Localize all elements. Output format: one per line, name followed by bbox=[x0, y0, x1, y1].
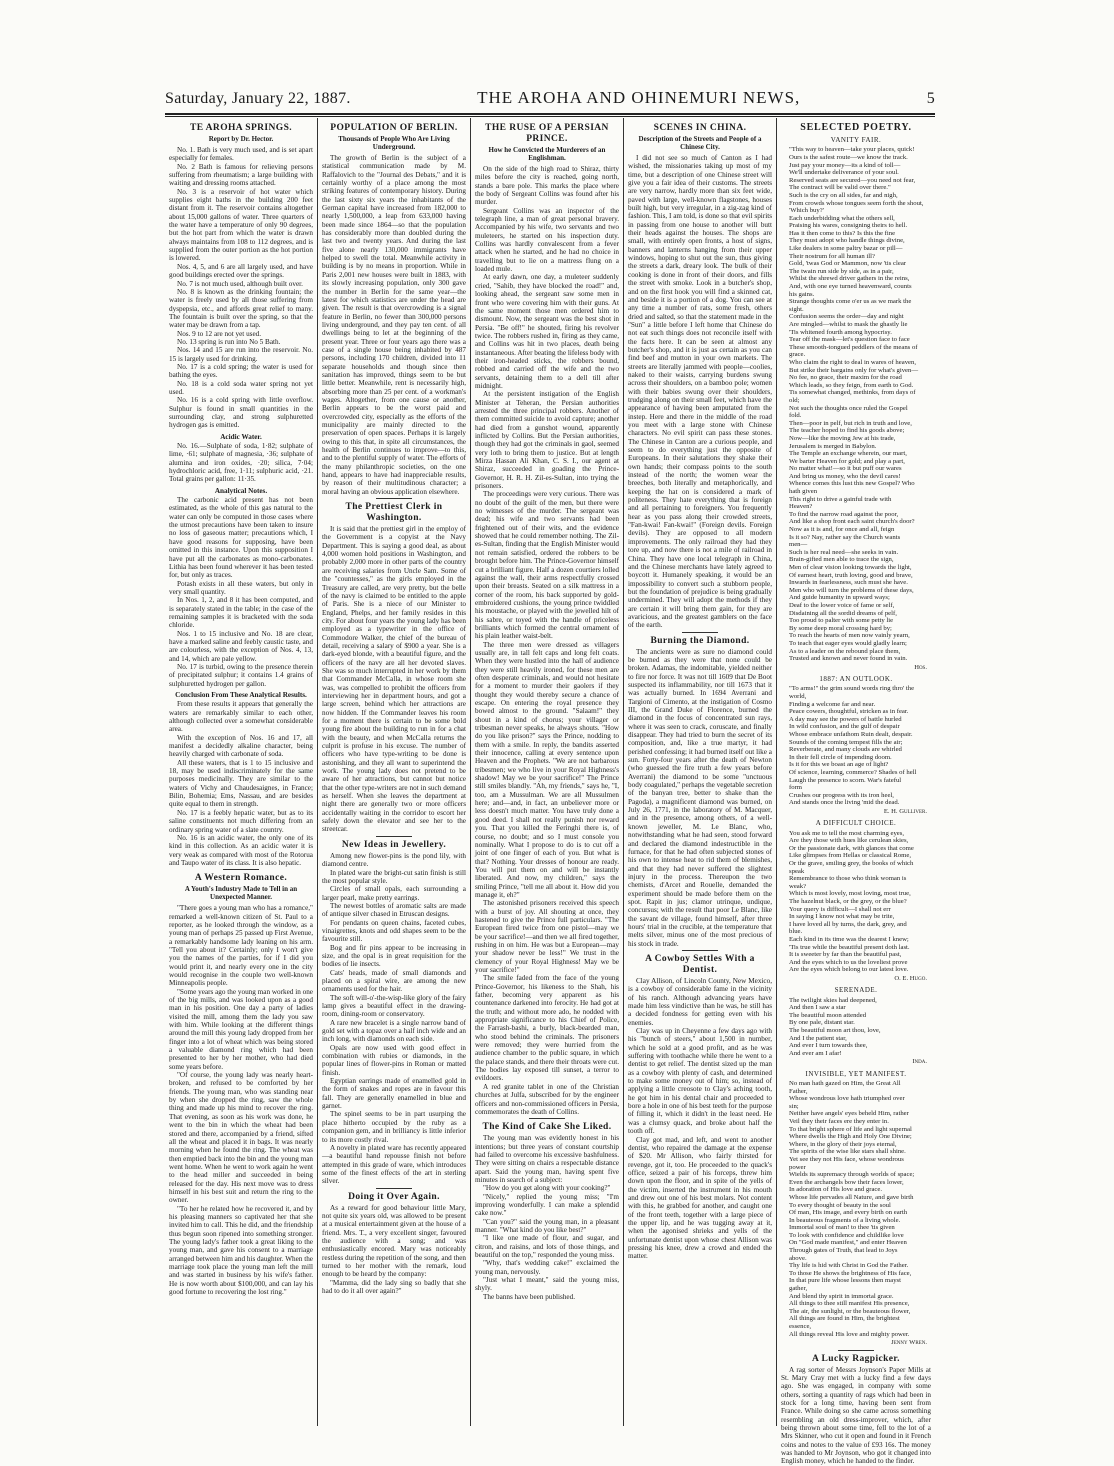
paragraph: No. 13 spring is run into No 5 Bath. bbox=[177, 337, 281, 346]
poem-line: Father, bbox=[789, 1087, 808, 1095]
paragraph: For pendants on queen chains, faceted cubes, vinaigrettes, knots and odd shapes seem to be the favourite still. bbox=[322, 918, 466, 944]
poem-line: his gains. bbox=[789, 290, 815, 298]
poem-line: We barter Heaven for gold; and play a part, bbox=[789, 457, 905, 465]
poem-line: Then—poor in pelf, but rich in truth and love, bbox=[789, 419, 912, 427]
poem-line: Laugh the presence to scorn. War's fateful bbox=[789, 776, 902, 784]
paragraph: I did not see so much of Canton as I had wished, the missionaries taking up most of my time, but a description of one Chinese street will give you a fair idea of their customs. The streets are very narrow, hardly more than six feet wide, paved with large, well-known flagstones, houses built high, but very irregular, in a zig-zag kind of fashion. This, I am told, is done so that evil spirits in passing from one house to another will butt their heads against the houses. The shops are small, with entirely open fronts, a host of signs, banners and lanterns hanging from their upper windows, hoping to shut out the sun, thus giving the streets a dark, dreary look. The bulk of their cooking is done in front of their doors, and fills the street with smoke. Look in a butcher's shop, and on the first hook you will find a skinned cat, and beside it is a portion of a dog. You can see at any time a number of rats, some fresh, others dried and salted, so that the statement made in the "Sun" a little before I left home that Chinese do not eat such things does not reconcile itself with the facts here. It can be seen at almost any butcher's shop, and it is just as certain as you can find beef and mutton in your own markets. The streets are literally jammed with people—coolies, naked to their waists, carrying burdens swung across their shoulders, on a bamboo pole; women with their babies swung over their shoulders, trudging along on their small feet, which have the appearance of having been amputated from the instep. Here and there in the middle of the road you meet with a large stone with Chinese characters. No evil spirit can pass these stones. The Chinese in Canton are a curious people, and seem to do everything just the opposite of Europeans. In their salutations they shake their own hands; their compass points to the south instead of the north; the women wear the breeches, both literally and metaphorically, and keeping the hat on is considered a mark of politeness. They hate everything that is foreign and all pertaining to foreigners. You frequently hear as you pass along their crowded streets, "Fan-kwai! Fan-kwai!" (Foreign devils. Foreign devils). They are opposed to all modern improvements. The only railroad they had they tore up, and now there is not a mile of railroad in China. They have one local telegraph in China, and the Chinese merchants have lately agreed to boycott it. Humanely speaking, it would be an impossibility to convert such a stubborn people, but the foundation of prejudice is being gradually undermined. They will adopt the methods if they are certain it will bring them gain, for they are avaricious, and the greatest gamblers on the face of the earth. bbox=[628, 154, 772, 630]
poem-line: Ours is the safest route—we know the track. bbox=[789, 153, 908, 161]
article-divider bbox=[682, 950, 718, 951]
paragraph: Clay got mad, and left, and went to another dentist, who repaired the damage at the expense of $20. Mr Allison, who fairly thirsted for revenge, got it, too. He proceeded to the quack's office, seized a pair of his forceps, threw him down upon the floor, and in spite of the yells of the victim, inserted the instrument in his mouth and drew out one of his best molars. Not content with this, he grabbed for another, and caught one of the front teeth, together with a large piece of the upper lip, and he was tugging away at it, when the agonised shrieks and yells of the unfortunate dentist upon whose chest Allison was pressing his knee, drew a crowd and ended the matter. bbox=[628, 1135, 772, 1261]
poem-line: On "God made manifest," and enter Heaven bbox=[789, 1239, 907, 1247]
paragraph: No. 17 is a cold spring; the water is used for bathing the eyes. bbox=[169, 362, 313, 380]
poem-line: To every thought of beauty in the soul bbox=[789, 1201, 891, 1209]
paragraph: "Nicely," replied the young miss; "I'm improving wonderfully. I can make a splendid cake now." bbox=[475, 1192, 619, 1218]
paragraph: No. 1. Bath is very much used, and is set apart especially for females. bbox=[169, 146, 313, 163]
poem-line: gather, bbox=[789, 1285, 808, 1293]
poem-line: In saying I know not what may be trite, bbox=[789, 913, 895, 921]
poem-line: 'Which buy?' bbox=[789, 207, 824, 215]
section-heading: Acidic Water. bbox=[220, 432, 262, 441]
paragraph: "How do you get along with your cooking?" bbox=[483, 1184, 611, 1193]
poem-line: above. bbox=[789, 1254, 807, 1262]
paragraph: Opals are now used with good effect in combination with rubies or diamonds, in the popular lines of flower-pins in Roman or matted finish. bbox=[322, 1043, 466, 1077]
poem-line: power bbox=[789, 1163, 806, 1171]
poem-author: E. H. Gulliver. bbox=[883, 807, 927, 815]
poem-line: The teacher hoped to find his goods above; bbox=[789, 427, 905, 435]
poem-line: Immortal soul of man! to thee 'tis given bbox=[789, 1224, 895, 1232]
article-title: The Prettiest Clerk in Washington. bbox=[345, 502, 443, 524]
poem-line: This right to drive a gainful trade with bbox=[789, 495, 892, 503]
poem bbox=[789, 997, 931, 1058]
poem-line: In adoration of His love and grace. bbox=[789, 1186, 883, 1194]
poem-line: Of science, learning, commerce? Shades of hell bbox=[789, 768, 917, 776]
paragraph: A rare new bracelet is a single narrow band of gold set with a topaz over a half inch wide and an inch long, with diamonds on each side. bbox=[322, 1018, 466, 1044]
poem-line: The hazelnut black, or the grey, or the blue? bbox=[789, 897, 907, 905]
newspaper-title: THE AROHA AND OHINEMURI NEWS, bbox=[477, 88, 801, 107]
poem-line: The beautiful moon art thou, love, bbox=[789, 1026, 881, 1034]
article-title: The Kind of Cake She Liked. bbox=[482, 1122, 612, 1133]
poem-line: The contract will be valid over there." bbox=[789, 184, 891, 192]
poem-line: And stands once the living 'mid the dead. bbox=[789, 799, 900, 807]
poem-line: Such is the cry on all sides, far and nigh, bbox=[789, 191, 898, 199]
paragraph: Nos. 14 and 15 are run into the reservoir. No. 15 is largely used for drinking. bbox=[169, 346, 313, 363]
poem-line: Such is her real need—she seeks in vain. bbox=[789, 548, 899, 556]
poem-title: SERENADE. bbox=[834, 986, 878, 995]
poem-line: Whose embrace unfathom Ruin dealt, despair. bbox=[789, 730, 913, 738]
poem-line: Like dealers in some paltry bazar or pill— bbox=[789, 245, 903, 253]
poem-line: To those He shows the brightness of His face, bbox=[789, 1269, 912, 1277]
paragraph: No. 16 is a cold spring with little overflow. Sulphur is found in small quantities in the surrounding clay, and strong sulphuretted hydrogen gas is emitted. bbox=[169, 396, 313, 430]
paragraph: The newest bottles of aromatic salts are made of antique silver chased in Etruscan designs. bbox=[322, 901, 466, 919]
paragraph: Potash exists in all these waters, but only in very small quantity. bbox=[169, 579, 313, 596]
paragraph: Cats' heads, made of small diamonds and placed on a spiral wire, are among the new ornaments used for the hair. bbox=[322, 968, 466, 994]
paragraph: A red granite tablet in one of the Christian churches at Julfa, subscribed for by the engineer officers and non-commissioned officers in Persia, commemorates the death of Collins. bbox=[475, 1082, 619, 1116]
article-title: TE AROHA SPRINGS. bbox=[189, 123, 293, 133]
poem-line: And ever am I afar! bbox=[789, 1049, 842, 1057]
poem-line: fold. bbox=[789, 412, 802, 420]
poem-line: Remembrance to those who think woman is bbox=[789, 875, 907, 883]
paragraph: "Some years ago the young man worked in one of the big mills, and was looked upon as a good man in his position. One day a party of ladies visited the mill, among them the lady you saw with him. While looking at the different things around the mill this young lady dropped from her finger into a lot of wheat which was being stored a valuable diamond ring which had been presented to her by her mother, who had died some years before. bbox=[169, 987, 313, 1071]
poem-line: The air, the sunlight, or the beauteous flower, bbox=[789, 1307, 911, 1315]
poem-line: Tear off the mask—let's question face to face bbox=[789, 336, 910, 344]
poem-line: Which leads, so they feign, from earth to God. bbox=[789, 381, 914, 389]
paragraph: A novelty in plated ware has recently appeared—a beautiful hand repousse finish not before attempted in this grade of ware, which introduces some of the finest effects of the art in sterling silver. bbox=[322, 1143, 466, 1186]
article-title: A Western Romance. bbox=[194, 873, 288, 884]
poem-line: In wild confusion, and the gulf of despair bbox=[789, 723, 900, 731]
poem-line: All things are found in Him, the brightest bbox=[789, 1315, 900, 1323]
poem-line: The twilight skies had deepened, bbox=[789, 996, 877, 1004]
poem-line: "This way to heaven—take your places, quick! bbox=[789, 146, 915, 154]
section-heading: Analytical Notes. bbox=[214, 486, 268, 495]
article-divider bbox=[529, 1118, 565, 1119]
poem-line: Brain-gifted men able to trace the sign, bbox=[789, 556, 894, 564]
poem-author: Jenny Wren. bbox=[891, 1339, 927, 1347]
poem-line: sin; bbox=[789, 1102, 799, 1110]
poem-title: VANITY FAIR. bbox=[830, 136, 882, 144]
poem-line: Of man, His image, and every birth on earth bbox=[789, 1209, 908, 1217]
poem-line: Jerusalem is merged in Babylon. bbox=[789, 442, 877, 450]
poem-line: Has it then come to this? Is this the fine bbox=[789, 229, 896, 237]
paragraph: Nos. 9 to 12 are not yet used. bbox=[177, 329, 262, 338]
poem-line: Whilst the shrewd driver gathers in the reins, bbox=[789, 275, 910, 283]
paragraph: The three men were dressed as villagers usually are, in tall felt caps and long felt coats. When they were hustled into the hall of audience they were still heavily ironed, for these men are often desperate criminals, and would not hesitate for a moment to murder their gaolers if they thought they would thereby secure a chance of escape. On entering the royal presence they bowed almost to the ground. "Salaam!" they shout in a kind of chorus; your villager or tribesman never speaks, he always shouts. "How do you like prison?" says the Prince, nodding to them with a smile. In reply, the bandits asserted their innocence, calling at every sentence upon Heaven and the Prophets. "We are not barbarous tribesmen; we who live in your Royal Highness's shadow! May we be your sacrifice!" The Prince still smiles blandly. "Ah, my friends," says he, "I, too, am a Mussulman. We are all Mussulmen here; and—and, in fact, an unbeliever more or less doesn't much matter. You have truly done a good deed. I shall not really punish nor reward you. That you killed the Feringhi there is, of course, no doubt; and so I must console you nominally. What I propose to do is to cut off a joint of one finger of each of you. But what is that? Nothing. Your dresses of honour are ready. You will put them on and will be instantly liberated. And now, my children," says the smiling Prince, "tell me all about it. How did you manage it, eh?" bbox=[475, 640, 619, 899]
article-subtitle: Thousands of People Who Are Living Underground. bbox=[338, 135, 450, 151]
paragraph: The growth of Berlin is the subject of a statistical communication made by M. Raffalovich to the "Journal des Debats," and it is certainly worthy of a place among the most striking features of contemporary history. During the last sixty six years the inhabitants of the German capital have increased from 182,000 to nearly 1,500,000, a leap from 633,000 having been made since 1864—so that the population has considerably more than doubled during the last two and twenty years. And during the last five alone nearly 130,000 immigrants have helped to swell the total. Meanwhile activity in building is by no means in proportion. While in Paris 2,001 new houses were built in 1883, with its slowly increasing population, only 300 gave the number in Berlin for the same year—the latest for which statistics are under the head are given. The result is that overcrowding is a signal feature in Berlin, no fewer than 300,000 persons living underground, and they pay ten cent. of all dwellings being to let at the beginning of the present year. Three or four years ago there was a case of a single house being inhabited by 487 persons, including 170 children, divided into 11 separate households and though since then sanitation has improved, things seem to be but little better. Meanwhile, rent is necessarily high, absorbing more than 25 per cent. of a workman's wages. Altogether, from one cause or another, Berlin appears to be the worst paid and overcrowded city, especially as the efforts of the municipality are mainly directed to the preservation of open spaces. Perhaps it is largely owing to this that, in spite all circumstances, the health of Berlin continues to improve—to this, and to the plentiful supply of water. The efforts of the many philanthropic societies, on the one hand, appears to have had inappreciable results, by reason of their multitudinous character; a moral having an obvious application elsewhere. bbox=[322, 154, 466, 496]
poem-line: Just pay your money—its a kind of toll— bbox=[789, 161, 901, 169]
paragraph: No. 8 is known as the drinking fountain; the water is freely used by all those suffering from dyspepsia, etc., and affords great relief to many. The fountain is built over the spring, so that the water may be drawn from a tap. bbox=[169, 287, 313, 330]
poem-line: Each kind in its time was the dearest I knew; bbox=[789, 935, 909, 943]
poem-line: sight. bbox=[789, 305, 804, 313]
poem-line: And like a shop front each saint church's door? bbox=[789, 518, 915, 526]
poem-line: To teach that eager eyes would gladly learn; bbox=[789, 639, 907, 647]
poem-line: To that bright sphere of life and light supernal bbox=[789, 1125, 912, 1133]
poem bbox=[789, 830, 931, 974]
paragraph: The proceedings were very curious. There was no doubt of the guilt of the men, but there were no witnesses of the murder. The sergeant was dead; his wife and two servants had been frightened out of their wits, and the evidence showed that he could remember nothing. The Zil-es-Sultan, finding that the English Minister would not remain satisfied, ordered the robbers to be brought before him. The Prince-Governor himself cut a brilliant figure. Half a dozen courtiers lolled against the wall, their arms respectfully crossed upon their breasts. Seated on a silk mattress in a corner of the room, his back supported by gold-embroidered cushions, the young prince twiddled his moustache, or played with the jewelled hilt of his sabre, or toyed with the handle of priceless brilliants which formed the central ornament of his plain leather waist-belt. bbox=[475, 490, 619, 641]
poem bbox=[789, 146, 931, 662]
poem-line: Tis somewhat changed, methinks, from days of bbox=[789, 389, 916, 397]
paragraph: On the side of the high road to Shiraz, thirty miles before the city is reached, going north, stands a bare pole. This marks the place where the body of Sergeant Collins was found after his murder. bbox=[475, 165, 619, 207]
poem-author: Hos. bbox=[914, 663, 927, 671]
poem-line: Is it for this we boast an age of light? bbox=[789, 761, 889, 769]
paragraph: With the exception of Nos. 16 and 17, all manifest a decidedly alkaline character, being heavily charged with carbonate of soda. bbox=[169, 733, 313, 759]
paragraph: Clay was up in Cheyenne a few days ago with his "bunch of steers," about 1,500 in number, which he sold at a good profit, and as he was suffering with toothache while there he went to a dentist to get relief. The dentist sized up the man as a cowboy with plenty of cash, and determined to make some money out of him; so, instead of applying a little creosote to Clay's aching tooth, he got him in his dental chair and proceeded to bore a hole in one of his best teeth for the purpose of filling it, which it didn't in the least need. He was a clumsy quack, and broke about half the tooth off. bbox=[628, 1027, 772, 1136]
paragraph: No. 18 is a cold soda water spring not yet used. bbox=[169, 379, 313, 396]
poem-line: men— bbox=[789, 541, 808, 549]
column-3 bbox=[471, 118, 624, 1426]
poem-line: But strike their bargains only for what's given— bbox=[789, 366, 919, 374]
poem-line: Like glimpses from Hellas or classical Rome, bbox=[789, 852, 912, 860]
poem-line: To reach the hearts of men now vainly yearn, bbox=[789, 632, 910, 640]
article-title: A Cowboy Settles With a Dentist. bbox=[645, 953, 755, 975]
paragraph: "I like one made of flour, and sugar, and citron, and raisins, and lots of those things, and beautiful on the top," responded the young miss. bbox=[475, 1234, 619, 1259]
poem-line: Now—like the moving Jew at his trade, bbox=[789, 434, 896, 442]
paragraph: The smile faded from the face of the young Prince-Governor, his likeness to the Shah, his father, becoming very apparent as his countenance darkened into ferocity. He had got at the truth; and without more ado, he nodded with appropriate significance to his Chief of Police, the Farrash-bashi, a burly, black-bearded man, who stood behind the criminals. The prisoners were removed; they were hurried from the audience chamber to the public square, in which the palace stands, and there their throats were cut. The bodies lay exposed till sunset, a terror to evildoers. bbox=[475, 974, 619, 1083]
poem-line: 'Tis whitened fourth among hypocrisy. bbox=[789, 328, 892, 336]
poem-line: A day may see the powers of battle hurled bbox=[789, 715, 902, 723]
paragraph: No. 17 is a feebly hepatic water, but as to its saline constituents not much differing from an ordinary spring water of a slate country. bbox=[169, 808, 313, 834]
poem-line: weak? bbox=[789, 882, 807, 890]
poem-line: And the eyes which to us the loveliest prove bbox=[789, 958, 908, 966]
poem-line: By one pale, distant star. bbox=[789, 1019, 855, 1027]
page-header bbox=[165, 88, 935, 110]
paragraph: Among new flower-pins is the pond lily, with diamond centre. bbox=[322, 851, 466, 869]
poem-line: Disdaining all the sordid dreams of pelf, bbox=[789, 609, 897, 617]
paragraph: The soft will-o'-the-wisp-like glory of the fairy lamp gives a beautiful effect in the drawing-room, dining-room or conservatory. bbox=[322, 993, 466, 1019]
poem-title: 1887: AN OUTLOOK. bbox=[819, 675, 893, 684]
poem-line: Strange thoughts come o'er us as we mark the bbox=[789, 298, 912, 306]
poem-line: Where, in the glory of their joys eternal, bbox=[789, 1140, 897, 1148]
article-subtitle: Description of the Streets and People of a Chinese City. bbox=[638, 135, 762, 151]
paragraph: Bog and fir pins appear to be increasing in size, and the opal is in great requisition for the bodies of lie insects. bbox=[322, 943, 466, 969]
paragraph: The astonished prisoners received this speech with a burst of joy. All shouting at once, they hastened to give the Prince full particulars. "The European fired twice from one pistol—may we be your sacrifice!—and then we all fired together, rushing in on him. He was but a European—may your shadow never be less!" We trust in the clemency of your Royal Highness! May we be your sacrifice!" bbox=[475, 899, 619, 974]
poem-line: Not such the thoughts once ruled the Gospel bbox=[789, 404, 908, 412]
poem-line: In that pure life whose lessons then mayst bbox=[789, 1277, 901, 1285]
paragraph: At the persistent instigation of the English Minister at Teheran, the Persian authorities arrested the three principal robbers. Another of them committed suicide to avoid capture; another had died from a gunshot wound, apparently inflicted by Collins. But the Persian authorities, though they had got the criminals in gaol, seemed very loth to bring them to justice. But at length Mirza Hassan Ali Khan, C. S. I., our agent at Shiraz, succeeded in goading the Prince-Governor, H. R. H. Zil-es-Sultan, into trying the prisoners. bbox=[475, 390, 619, 491]
poem-line: And then I saw a star bbox=[789, 1004, 846, 1012]
poem-line: The spirits of the wise like stars shall shine. bbox=[789, 1148, 906, 1156]
article-title: THE RUSE OF A PERSIAN PRINCE. bbox=[485, 123, 609, 144]
paragraph: In plated ware the bright-cut satin finish is still the most popular style. bbox=[322, 868, 466, 885]
poem-line: In their fell circle of impending doom. bbox=[789, 753, 892, 761]
poem-line: The beautiful moon attended bbox=[789, 1011, 867, 1019]
paragraph: "To her he related how he recovered it, and by his pleasing manners so captivated her that she invited him to call. This he did, and the friendship thus begun soon ripened into something stronger. The young lady's father took a great liking to the young man, and gave his consent to a marriage arranged between him and his daughter. When the marriage took place the young man left the mill and was started in business by his wife's father. He is now worth about $100,000, and can lay his good fortune to recovering the lost ring." bbox=[169, 1204, 313, 1297]
poem-author: Inda. bbox=[912, 1058, 927, 1066]
poem-line: Gold, 'twas God or Mammon, now 'tis clear bbox=[789, 260, 907, 268]
section-heading: Conclusion From These Analytical Results. bbox=[175, 691, 307, 699]
poem-line: Praising his wares, consigning theirs to hell. bbox=[789, 222, 908, 230]
article-divider bbox=[376, 836, 412, 837]
poem-line: Are they those with hues like cerulean skies, bbox=[789, 837, 909, 845]
poem-line: These smooth-tongued peddlers of the means of bbox=[789, 343, 918, 351]
poem-line: Sounds of the coming tempest fills the air; bbox=[789, 738, 903, 746]
article-divider bbox=[376, 1188, 412, 1189]
article-title: A Lucky Ragpicker. bbox=[812, 1353, 900, 1364]
poem-title: INVISIBLE, YET MANIFEST. bbox=[805, 1069, 907, 1078]
poem-line: Finding a welcome far and near. bbox=[789, 700, 876, 708]
poem-line: Deaf to the lower voice of fame or self, bbox=[789, 601, 895, 609]
paragraph: No. 16 is an acidic water, the only one of its kind in this collection. As an acidic water it is very weak as compared with most of the Rotorua and Taupo water of its class. It is also hepatic. bbox=[169, 833, 313, 867]
poem-line: The Temple an exchange wherein, our mart, bbox=[789, 450, 907, 458]
poem-line: grace. bbox=[789, 351, 806, 359]
poem-line: speak bbox=[789, 867, 805, 875]
poem-line: Wields its supremacy through worlds of space; bbox=[789, 1171, 915, 1179]
poem-line: Too proud to palter with some petty lie bbox=[789, 617, 894, 625]
article-divider bbox=[682, 632, 718, 633]
column-5 bbox=[777, 118, 935, 1466]
paragraph: A rag sorter of Messrs Joynson's Paper Mills at St. Mary Cray met with a lucky find a few days ago. She was engaged, in company with some others, sorting a quantity of rags which had been in stock for a long time, having been sent from France. While doing so she came across something resembling an old dress-improver, which, after being thrown about some time, fell to the lot of a Mrs Skinner, who cut it open and found in it French coins and notes to the value of £93 16s. The money was handed to Mr Joynson, who got it changed into English money, which he handed to the finder. bbox=[781, 1365, 931, 1466]
article-subtitle: Report by Dr. Hector. bbox=[208, 135, 274, 143]
poem-line: Are mingled—whilst to mask the ghastly lie bbox=[789, 321, 908, 328]
paragraph: All these waters, that is 1 to 15 inclusive and 18, may be used indiscriminately for the same purposes medicinally. They are similar to the waters of Vichy and Chaudesaignes, in France; Bilin, Bohemia; Ems, Nassau, and are besides quite equal to them in strength. bbox=[169, 758, 313, 809]
poem-line: Heaven? bbox=[789, 503, 813, 511]
paragraph: Sergeant Collins was an inspector of the telegraph line, a man of great personal bravery. Accompanied by his wife, two servants and two muleteers, he started on his inspection duty. Collins was hardly convalescent from a fever attack when he started, and he had no choice in travelling but to lie on a mattress flung on a loaded mule. bbox=[475, 206, 619, 274]
poem-line: They must adopt who handle things divine, bbox=[789, 237, 905, 245]
header-rule bbox=[165, 113, 935, 117]
poem-line: Now as it is and, for once and all, feign bbox=[789, 526, 895, 534]
poem-line: 'Tis true while the beautiful present doth last. bbox=[789, 943, 910, 951]
poem-line: As to a leader on the rebound place them, bbox=[789, 647, 901, 655]
article-subtitle: How he Convicted the Murderers of an Englishman. bbox=[488, 146, 606, 162]
poem-line: essence, bbox=[789, 1323, 812, 1330]
poem-line: hath given bbox=[789, 488, 818, 496]
poem-line: Whose wondrous love hath triumphed over bbox=[789, 1095, 905, 1103]
issue-date: Saturday, January 22, 1887. bbox=[165, 90, 351, 107]
paragraph: "Just what I meant," said the young miss, shyly. bbox=[475, 1276, 619, 1293]
poem-line: From crowds whose tongues seem forth the shout, bbox=[789, 199, 924, 207]
poem-line: Trusted and known and never found in vain. bbox=[789, 655, 908, 663]
poem-line: No matter what!—so it but puff our wares bbox=[789, 465, 902, 473]
poem-line: And, with one eye turned heavenward, counts bbox=[789, 283, 912, 291]
paragraph: From these results it appears that generally the waters are remarkably similar to each other, although collected over a somewhat considerable area. bbox=[169, 700, 313, 734]
poem-line: The twain run side by side, as in a pair, bbox=[789, 267, 894, 275]
page-number: 5 bbox=[926, 90, 935, 107]
poem-line: Your query is difficult—I shall not err bbox=[789, 905, 891, 913]
poem-line: You ask me to tell the most charming eyes, bbox=[789, 829, 905, 837]
poem-line: No man hath gazed on Him, the Great All bbox=[789, 1080, 901, 1087]
article-divider bbox=[838, 1350, 874, 1351]
poem-line: And guide humanity in upward ways; bbox=[789, 594, 890, 602]
poem-line: Crushes our progress with its iron heel, bbox=[789, 791, 894, 799]
paragraph: As a reward for good behaviour little Mary, not quite six years old, was allowed to be present at a musical entertainment given at the house of a friend. Mrs. T., a very excellent singer, favoured the audience with a song; and was enthusiastically encored. Mary was noticeably restless during the repetition of the song, and then turned to her mother with the remark, loud enough to be heard by the company: bbox=[322, 1203, 466, 1279]
poem-line: Thy life is hid with Christ in God the Father. bbox=[789, 1262, 909, 1270]
paragraph: In Nos. 1, 2, and 8 it has been computed, and is separately stated in the table; in the case of the remaining samples it is bracketed with the soda chloride. bbox=[169, 596, 313, 630]
column-4 bbox=[624, 118, 777, 1426]
poem-line: Of earnest heart, truth loving, good and brave, bbox=[789, 571, 913, 579]
poem-line: All things reveal His love and mighty power. bbox=[789, 1330, 910, 1338]
poem-line: By some deep moral crossing hard by; bbox=[789, 624, 892, 632]
poem-line: Yet see they not His face, whose wondrous bbox=[789, 1155, 904, 1163]
article-title: POPULATION OF BERLIN. bbox=[330, 123, 458, 133]
poem-line: Which is most lovely, most loving, most true, bbox=[789, 890, 911, 898]
paragraph: The young man was evidently honest in his intentions; but three years of constant courtship had failed to overcome his excessive bashfulness. They were sitting on chairs a respectable distance apart. Said the young man, having spent five minutes in search of a subject: bbox=[475, 1134, 619, 1184]
poem-line: Inwards in fearlessness, such must she have. bbox=[789, 579, 908, 587]
article-divider bbox=[376, 498, 412, 499]
paragraph: Circles of small opals, each surrounding a larger pearl, make pretty earrings. bbox=[322, 885, 466, 902]
poem-line: Neither have angels' eyes beheld Him, rather bbox=[789, 1110, 909, 1118]
poem-line: Or the grave, smiling grey, the books of which bbox=[789, 859, 914, 867]
poem-title: A DIFFICULT CHOICE. bbox=[815, 819, 897, 828]
poem-line: I have loved all by turns, the dark, grey, and bbox=[789, 920, 907, 928]
paragraph: "Can you?" said the young man, in a pleasant manner. "What kind do you like best?" bbox=[475, 1217, 619, 1234]
section-title: SELECTED POETRY. bbox=[800, 122, 912, 133]
column-1 bbox=[165, 118, 318, 1426]
paragraph: Nos. 4, 5, and 6 are all largely used, and have good buildings erected over the springs. bbox=[169, 262, 313, 280]
poem-line: Reserved seats are secured—you need not fear, bbox=[789, 176, 916, 184]
poem-line: Men of clear vision looking towards the light, bbox=[789, 564, 912, 571]
poem-line: In beauteous fragments of a living whole. bbox=[789, 1216, 901, 1224]
paragraph: The banns have been published. bbox=[483, 1292, 576, 1301]
article-subtitle: A Youth's Industry Made to Tell in an Unexpected Manner. bbox=[184, 885, 298, 902]
paragraph: Egyptian earrings made of enamelled gold in the form of snakes and ropes are in favour this fall. They are generally enamelled in blue and garnet. bbox=[322, 1077, 466, 1111]
paragraph: The ancients were as sure no diamond could be burned as they were that none could be broken. Adamas, the indomitable, yielded neither to fire nor force. It was not till 1609 that De Boot suspected its inflammability, nor till 1673 that it was actually burned. In 1694 Averrani and Targioni of Cimento, at the instigation of Cosmo III, the Grand Duke of Florence, burned the diamond in the focus of concentrated sun rays, where it was seen to crack, coruscate, and finally disappear. They had tried to burn the secret of its composition, and, like a true martyr, it had perished confessing; it had burned itself out like a sun. Forty-four years after the death of Newton (who guessed the fire truth a few years before Averrani) the diamond to be some "unctuous body coagulated," perhaps the vegetable secretion of the banyan tree, better to shake than the Pagoda), a magnificent diamond was burned, on July 26, 1771, in the laboratory of M. Macquer, and in the presence, among others, of a well-known jeweller, M. Le Blanc, who, notwithstanding what he had seen, stood forward and declared the diamond indestructible in the furnace, for that he had often subjected stones of his own to intense heat to rid them of blemishes, and that they had never suffered the slightest injury in the process. Thereupon the two chemists, d'Arcet and Rouelle, demanded the experiment should be made before them on the spot. Rapit in jus; clamor utrinque, undique, concursus; with the result that poor Le Blanc, like the savant de village, found himself, after three hours' trial in the crucible, at the temperature that melts silver, minus one of the most precious of his stock in trade. bbox=[628, 647, 772, 948]
paragraph: It is said that the prettiest girl in the employ of the Government is a copyist at the Navy Department. This is saying a good deal, as about 4,000 women hold positions in Washington, and probably 2,000 more in other parts of the country are receiving salaries from Uncle Sam. Some of the "countesses," as the girls employed in the Treasury are called, are very pretty, but the belle of the navy is claimed to be entitled to the apple of Paris. She is a niece of our Minister to England, Phelps, and her family resides in this city. For about four years the young lady has been employed as a typewriter in the office of Commodore Walker, the chief of the bureau of detail, receiving a salary of $900 a year. She is a dark-eyed blonde, with a beautiful figure, and the officers of the navy are all her devoted slaves. She was so much interrupted in her work by them that Commander McCalla, in whose room she was, was compelled to prohibit the officers from interviewing her in department hours, and got a large screen, behind which her attractions are now hidden. If the Commander leaves his room for a moment there is certain to be some bold young fire about the building to run in for a chat with the beauty, and when McCalla returns the culprit is profuse in his excuse. The number of officers who have type-writing to be done is astonishing, and they all want to superintend the work. The young lady does not pretend to be aware of her attractions, but cannot but notice that the other type-writers are not in such demand as herself. When she leaves the department at night there are generally two or more officers accidentally waiting in the corridor to escort her safely down the elevator and see her to the streetcar. bbox=[322, 525, 466, 834]
poem-line: All things to thee still manifest His presence, bbox=[789, 1300, 910, 1308]
poem-line: To find the narrow road against the poor, bbox=[789, 510, 899, 518]
poem-line: Confusion seems the order—day and night bbox=[789, 313, 904, 321]
poem bbox=[789, 1080, 931, 1338]
poem-line: Peace cowers, thoughtful, stricken as in fear. bbox=[789, 708, 909, 716]
article-title: SCENES IN CHINA. bbox=[653, 123, 747, 133]
poem-line: world, bbox=[789, 693, 807, 700]
columns bbox=[165, 118, 937, 1466]
poem-line: To look with confidence and childlike love bbox=[789, 1231, 904, 1239]
poem-line: Through gates of Truth, that lead to Joys bbox=[789, 1247, 898, 1255]
paragraph: No. 16.—Sulphate of soda, 1·82; sulphate of lime, ·61; sulphate of magnesia, ·36; sulphate of alumina and iron oxides, ·20; silica, 7·04; hydrochloric acid, free, 1·11; sulphuric acid, ·21. Total grains per gallon: 11·35. bbox=[169, 442, 313, 484]
paragraph: No. 2 Bath is famous for relieving persons suffering from rheumatism; a large building with waiting and dressing rooms attached. bbox=[169, 162, 313, 188]
poem-line: Reverberate, and many clouds are whirled bbox=[789, 746, 902, 754]
poem-line: And I the patient star, bbox=[789, 1034, 847, 1042]
poem bbox=[789, 685, 931, 807]
poem-line: Each underbidding what the others sell, bbox=[789, 214, 895, 222]
paragraph: "Of course, the young lady was nearly heart-broken, and refused to be comforted by her friends. The young man, who was standing near by when she dropped the ring, saw the whole thing and made up his mind to recover the ring. That evening, as soon as his work was done, he went to the bin in which the wheat had been stored and there, accompanied by a friend, sifted all the wheat and placed it in bags. It was nearly morning when he found the ring. The wheat was then emptied back into the bin and the young man went home. When he went to work again he went to the head miller and succeeded in being released for the day. His next move was to dress himself in his best suit and return the ring to the owner. bbox=[169, 1071, 313, 1205]
article-title: New Ideas in Jewellery. bbox=[341, 839, 447, 850]
poem-line: Or the passionate dark, with glances that come bbox=[789, 844, 914, 852]
poem-line: Their nostrum for all human ill? bbox=[789, 252, 875, 260]
poem-line: It is sweeter by far than the beautiful past, bbox=[789, 951, 902, 959]
paragraph: No. 3 is a reservoir of hot water which supplies eight baths in the building 200 feet distant from it. The reservoir contains altogether about 15,000 gallons of water. Three quarters of the water have a temperature of only 90 degrees, but the hot part from which the water is drawn always maintains from 108 to 112 degrees, and is supplied from the outer portion as the hot portion is lowered. bbox=[169, 187, 313, 263]
paragraph: "There goes a young man who has a romance," remarked a well-known citizen of St. Paul to a reporter, as he looked through the window, as a young man of perhaps 25 passed up First Avenue, a remarkably handsome lady leaning on his arm. "Tell you about it? Certainly; only I won't give you the names of the parties, for if I did you would print it, and nearly every one in the city would recognise in the couple two well-known Minneapolis people. bbox=[169, 904, 313, 988]
paragraph: Clay Allison, of Lincoln County, New Mexico, is a cowboy of considerable fame in the vicinity of his ranch. Although advancing years have made him less vindictive than he was, he still has a decided fondness for getting even with his enemies. bbox=[628, 976, 772, 1027]
poem-line: Are the eyes which belong to our latest love. bbox=[789, 966, 909, 974]
paragraph: At early dawn, one day, a muleteer suddenly cried, "Sahib, they have blocked the road!" and, looking ahead, the sergeant saw some men in front who were covering him with their guns. At the same moment those men ordered him to dismount. Now, the sergeant was the best shot in Persia. "Be off!" he shouted, firing his revolver twice. The robbers rushed in, firing as they came, and Collins was hit in two places, death being instantaneous. After beating the lifeless body with their iron-headed sticks, the robbers bound, robbed and carried off the wife and the two servants, detaining them to a dell till after midnight. bbox=[475, 273, 619, 390]
paragraph: "Mamma, did the lady sing so badly that she had to do it all over again?" bbox=[322, 1278, 466, 1295]
poem-line: Even the archangels bow their faces lower, bbox=[789, 1178, 904, 1186]
paragraph: The spinel seems to be in part usurping the place hitherto occupied by the ruby as a companion gem, and in brilliancy is little inferior to its more costly rival. bbox=[322, 1110, 466, 1144]
paragraph: Nos. 1 to 15 inclusive and No. 18 are clear, have a marked saline and feebly caustic taste, and are colourless, with the exception of Nos. 4, 13, and 14, which are pale yellow. bbox=[169, 629, 313, 663]
poem-line: We'll undertake deliverance of your soul. bbox=[789, 169, 899, 177]
poem-line: "To arms!" the grim sound words ring thro' the bbox=[789, 685, 915, 693]
article-title: Doing it Over Again. bbox=[348, 1191, 440, 1202]
poem-line: And ever I turn towards thee, bbox=[789, 1042, 868, 1050]
column-2 bbox=[318, 118, 471, 1426]
paragraph: No. 17 is turbid, owing to the presence therein of precipitated sulphur; it contains 1.4 grains of sulphuretted hydrogen per gallon. bbox=[169, 662, 313, 688]
article-divider bbox=[223, 869, 259, 870]
poem-line: Men who will turn the problems of these days, bbox=[789, 586, 914, 594]
poem-line: Where dwells the High and Holy One Divine; bbox=[789, 1133, 912, 1141]
paragraph: No. 7 is not much used, although built over. bbox=[177, 279, 303, 288]
paragraph: "Why, that's wedding cake!" exclaimed the young man, nervously. bbox=[475, 1259, 619, 1276]
poem-line: And blend thy spirit in immortal grace. bbox=[789, 1292, 894, 1300]
poem-line: Veil they their faces ere they enter in. bbox=[789, 1117, 889, 1125]
poem-line: Is it so? Nay, rather say the Church wants bbox=[789, 533, 901, 541]
poem-line: blue. bbox=[789, 928, 803, 936]
poem-line: Whence comes this lust this new Gospel? Who bbox=[789, 480, 915, 488]
poem-line: No fee, no grace, their maxim for the road bbox=[789, 374, 902, 382]
poem-line: old; bbox=[789, 396, 800, 404]
paragraph: The carbonic acid present has not been estimated, as the whole of this gas natural to the water can only be computed in those cases where the utmost precautions have been taken to insure no loss of gaseous matter; precautions which, I have good reasons for supposing, have been omitted in this instance. Upon this supposition I have put all the carbonates as mono-carbonates. Lithia has been found wherever it has been tested for, but only as traces. bbox=[169, 496, 313, 580]
poem-author: O. E. Hugo. bbox=[894, 974, 927, 982]
poem-line: And bring us money, who the devil cares! bbox=[789, 472, 901, 480]
poem-line: Whose life pervades all Nature, and gave birth bbox=[789, 1193, 914, 1201]
poem-line: form bbox=[789, 784, 802, 792]
article-title: Burning the Diamond. bbox=[650, 635, 750, 646]
poem-line: Who claim the right to deal in wares of heaven, bbox=[789, 358, 917, 366]
